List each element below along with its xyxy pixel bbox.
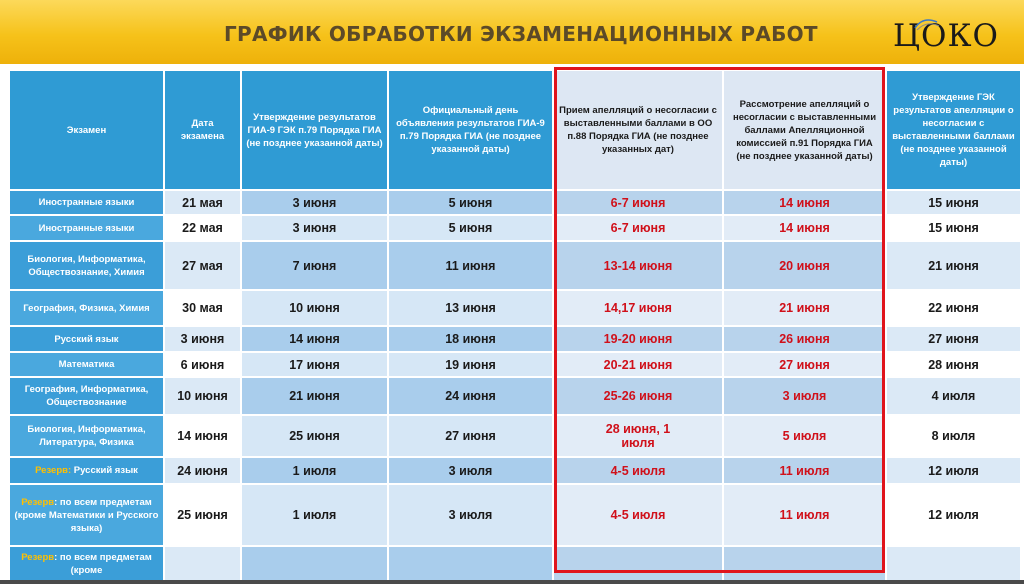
exam-date: 30 мая bbox=[165, 291, 242, 327]
title-bar bbox=[0, 0, 1024, 67]
slide-title: ГРАФИК ОБРАБОТКИ ЭКЗАМЕНАЦИОННЫХ РАБОТ bbox=[224, 22, 818, 46]
exam-cell bbox=[10, 458, 165, 485]
exam-cell bbox=[10, 327, 165, 353]
exam-name: : по всем предметам (кроме bbox=[54, 552, 152, 576]
appeal-acceptance-date: 13-14 июня bbox=[554, 242, 724, 291]
appeal-acceptance-date: 4-5 июля bbox=[554, 485, 724, 547]
header-appeal-acceptance: Прием апелляций о несогласии с выставленными баллами в ОО п.88 Порядка ГИА (не позднее указанных дат) bbox=[554, 71, 724, 191]
gek-approval-date: 17 июня bbox=[242, 353, 389, 378]
announcement-date: 27 июня bbox=[389, 416, 554, 458]
table-row bbox=[10, 216, 1022, 242]
gek-appeal-date: 12 июля bbox=[887, 458, 1022, 485]
appeal-acceptance-date: 20-21 июня bbox=[554, 353, 724, 378]
exam-name: : по всем предметам (кроме Математики и Русского языка) bbox=[14, 496, 159, 534]
table-row bbox=[10, 416, 1022, 458]
table-row bbox=[10, 378, 1022, 416]
gek-appeal-date: 8 июля bbox=[887, 416, 1022, 458]
gek-appeal-date: 15 июня bbox=[887, 216, 1022, 242]
header-gek-appeal-approval: Утверждение ГЭК результатов апелляции о несогласии с выставленными баллами (не позднее указанной даты) bbox=[887, 71, 1022, 191]
reserve-label: Резерв bbox=[21, 496, 55, 508]
exam-name: Русский язык bbox=[71, 465, 138, 476]
exam-name: Математика bbox=[58, 359, 115, 370]
exam-date: 25 июня bbox=[165, 485, 242, 547]
appeal-acceptance-date: 25-26 июня bbox=[554, 378, 724, 416]
header-gek-approval: Утверждение результатов ГИА-9 ГЭК п.79 Порядка ГИА (не позднее указанной даты) bbox=[242, 71, 389, 191]
gek-approval-date: 1 июля bbox=[242, 485, 389, 547]
gek-appeal-date: 21 июня bbox=[887, 242, 1022, 291]
announcement-date: 13 июня bbox=[389, 291, 554, 327]
reserve-label: Резерв: bbox=[35, 465, 72, 476]
exam-name: Русский язык bbox=[54, 333, 119, 345]
header-results-announcement: Официальный день объявления результатов ГИА-9 п.79 Порядка ГИА (не позднее указанной даты) bbox=[389, 71, 554, 191]
exam-date: 3 июня bbox=[165, 327, 242, 353]
appeal-review-date: 5 июля bbox=[724, 416, 887, 458]
appeal-review-date: 3 июля bbox=[724, 378, 887, 416]
gek-approval-date: 3 июня bbox=[242, 216, 389, 242]
gek-approval-date: 25 июня bbox=[242, 416, 389, 458]
exam-cell bbox=[10, 416, 165, 458]
logo-swoosh-icon bbox=[893, 18, 1013, 58]
table-row bbox=[10, 353, 1022, 378]
bottom-strip bbox=[0, 580, 1024, 584]
appeal-acceptance-date: 4-5 июля bbox=[554, 458, 724, 485]
exam-name: География, Информатика, Обществознание bbox=[24, 384, 149, 408]
appeal-acceptance-date: 28 июня, 1 июля bbox=[554, 416, 724, 458]
appeal-review-date: 26 июня bbox=[724, 327, 887, 353]
exam-date: 21 мая bbox=[165, 191, 242, 216]
exam-cell bbox=[10, 353, 165, 378]
exam-cell bbox=[10, 485, 165, 547]
exam-cell bbox=[10, 191, 165, 216]
exam-date: 27 мая bbox=[165, 242, 242, 291]
table-row bbox=[10, 191, 1022, 216]
appeal-acceptance-date: 19-20 июня bbox=[554, 327, 724, 353]
gek-appeal-date: 15 июня bbox=[887, 191, 1022, 216]
gek-approval-date bbox=[242, 547, 389, 584]
gek-appeal-date bbox=[887, 547, 1022, 584]
exam-name: Биология, Информатика, Обществознание, Химия bbox=[27, 253, 146, 278]
exam-cell bbox=[10, 378, 165, 416]
exam-name: Иностранные языки bbox=[38, 222, 135, 234]
schedule-table bbox=[10, 71, 1022, 584]
gek-appeal-date: 27 июня bbox=[887, 327, 1022, 353]
appeal-acceptance-date: 6-7 июня bbox=[554, 191, 724, 216]
header-appeal-review: Рассмотрение апелляций о несогласии с выставленными баллами Апелляционной комиссией п.91 Порядка ГИА (не позднее указанной даты) bbox=[724, 71, 887, 191]
table-header-row bbox=[10, 71, 1022, 191]
announcement-date: 11 июня bbox=[389, 242, 554, 291]
gek-approval-date: 14 июня bbox=[242, 327, 389, 353]
exam-cell bbox=[10, 242, 165, 291]
exam-date: 6 июня bbox=[165, 353, 242, 378]
appeal-review-date: 20 июня bbox=[724, 242, 887, 291]
table-row bbox=[10, 458, 1022, 485]
header-exam-date: Дата экзамена bbox=[165, 71, 242, 191]
appeal-review-date bbox=[724, 547, 887, 584]
gek-approval-date: 3 июня bbox=[242, 191, 389, 216]
exam-date: 22 мая bbox=[165, 216, 242, 242]
appeal-review-date: 14 июня bbox=[724, 191, 887, 216]
gek-appeal-date: 28 июня bbox=[887, 353, 1022, 378]
appeal-review-date: 11 июля bbox=[724, 485, 887, 547]
gek-appeal-date: 4 июля bbox=[887, 378, 1022, 416]
announcement-date: 5 июня bbox=[389, 216, 554, 242]
appeal-acceptance-date bbox=[554, 547, 724, 584]
reserve-label: Резерв bbox=[21, 552, 55, 563]
announcement-date: 18 июня bbox=[389, 327, 554, 353]
gek-appeal-date: 12 июля bbox=[887, 485, 1022, 547]
announcement-date: 3 июля bbox=[389, 485, 554, 547]
gek-approval-date: 7 июня bbox=[242, 242, 389, 291]
announcement-date bbox=[389, 547, 554, 584]
coko-logo bbox=[893, 18, 1013, 58]
gek-appeal-date: 22 июня bbox=[887, 291, 1022, 327]
gek-approval-date: 1 июля bbox=[242, 458, 389, 485]
exam-date bbox=[165, 547, 242, 584]
appeal-acceptance-date: 6-7 июня bbox=[554, 216, 724, 242]
exam-cell bbox=[10, 291, 165, 327]
table-row bbox=[10, 485, 1022, 547]
gek-approval-date: 10 июня bbox=[242, 291, 389, 327]
announcement-date: 3 июля bbox=[389, 458, 554, 485]
appeal-review-date: 27 июня bbox=[724, 353, 887, 378]
exam-date: 10 июня bbox=[165, 378, 242, 416]
header-exam: Экзамен bbox=[10, 71, 165, 191]
table-row bbox=[10, 291, 1022, 327]
exam-name: География, Физика, Химия bbox=[23, 302, 150, 314]
appeal-review-date: 11 июля bbox=[724, 458, 887, 485]
appeal-review-date: 14 июня bbox=[724, 216, 887, 242]
table-row bbox=[10, 547, 1022, 584]
appeal-review-date: 21 июня bbox=[724, 291, 887, 327]
announcement-date: 24 июня bbox=[389, 378, 554, 416]
table-row bbox=[10, 327, 1022, 353]
exam-cell bbox=[10, 547, 165, 584]
gek-approval-date: 21 июня bbox=[242, 378, 389, 416]
exam-date: 14 июня bbox=[165, 416, 242, 458]
logo-text: ЦОКО bbox=[893, 18, 999, 54]
exam-name: Иностранные языки bbox=[38, 197, 135, 208]
exam-cell bbox=[10, 216, 165, 242]
exam-name: Биология, Информатика, Литература, Физика bbox=[27, 424, 146, 448]
announcement-date: 19 июня bbox=[389, 353, 554, 378]
exam-date: 24 июня bbox=[165, 458, 242, 485]
announcement-date: 5 июня bbox=[389, 191, 554, 216]
table-row bbox=[10, 242, 1022, 291]
appeal-acceptance-date: 14,17 июня bbox=[554, 291, 724, 327]
